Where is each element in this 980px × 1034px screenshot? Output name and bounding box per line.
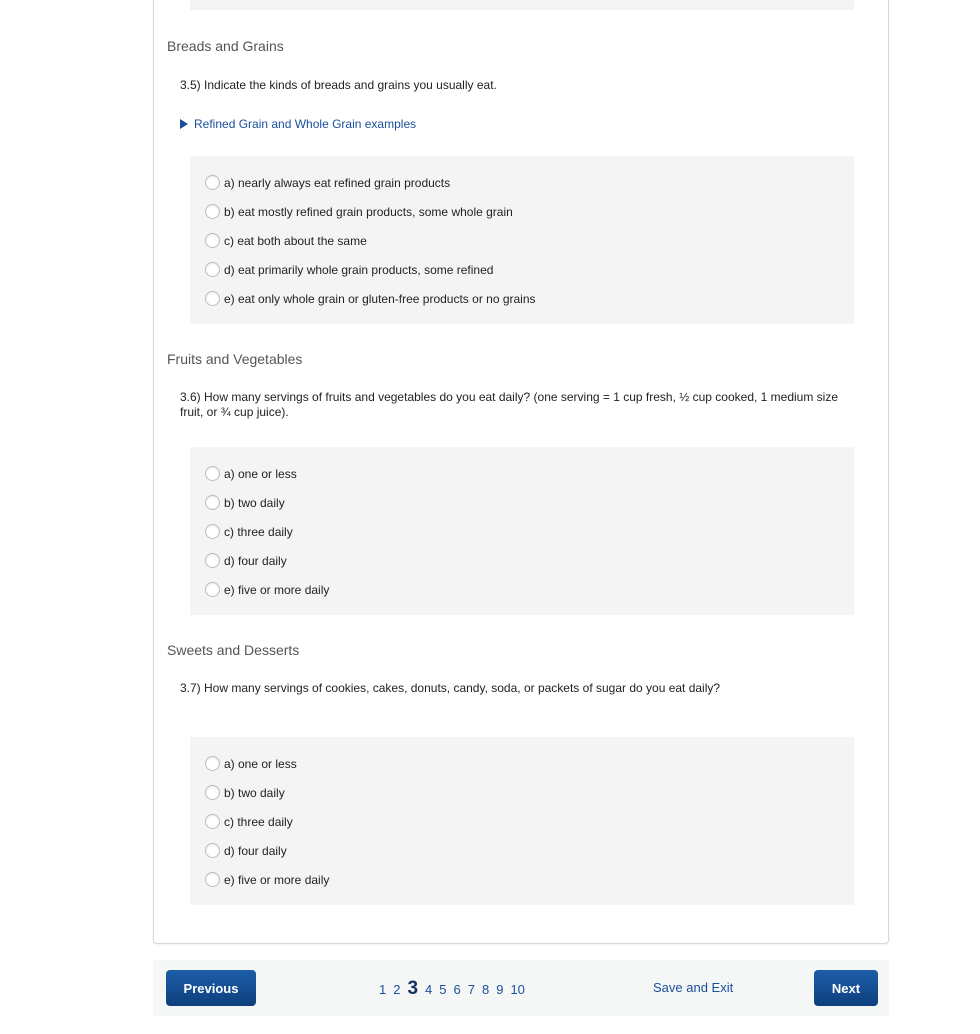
option-label: b) two daily bbox=[224, 785, 285, 800]
section-title-fruits-vegetables: Fruits and Vegetables bbox=[167, 351, 303, 367]
radio-button[interactable] bbox=[205, 814, 220, 829]
radio-button[interactable] bbox=[205, 175, 220, 190]
radio-button[interactable] bbox=[205, 233, 220, 248]
expand-triangle-icon bbox=[180, 119, 188, 129]
options-group-3-5 bbox=[190, 156, 854, 324]
survey-footer bbox=[153, 960, 889, 1016]
page-link-8[interactable]: 8 bbox=[481, 982, 490, 997]
radio-button[interactable] bbox=[205, 524, 220, 539]
page-link-current: 3 bbox=[407, 978, 419, 999]
option-3-6-e[interactable] bbox=[205, 575, 854, 604]
page-link-1[interactable]: 1 bbox=[379, 982, 387, 997]
pagination bbox=[379, 978, 525, 1000]
option-3-7-b[interactable] bbox=[205, 778, 854, 807]
section-title-sweets-desserts: Sweets and Desserts bbox=[167, 642, 300, 658]
page-link-9[interactable]: 9 bbox=[496, 982, 504, 997]
save-and-exit-link[interactable]: Save and Exit bbox=[653, 980, 734, 995]
radio-button[interactable] bbox=[205, 291, 220, 306]
options-group-3-7 bbox=[190, 737, 854, 905]
option-label: b) eat mostly refined grain products, some whole grain bbox=[224, 204, 513, 219]
option-label: d) four daily bbox=[224, 843, 287, 858]
option-label: a) one or less bbox=[224, 466, 297, 481]
question-3-6: 3.6) How many servings of fruits and vegetables do you eat daily? (one serving = 1 cup fresh, ½ cup cooked, 1 medium size fruit, or ¾ cup juice). bbox=[180, 390, 839, 419]
option-3-7-c[interactable] bbox=[205, 807, 854, 836]
radio-button[interactable] bbox=[205, 204, 220, 219]
radio-button[interactable] bbox=[205, 466, 220, 481]
option-3-5-d[interactable] bbox=[205, 255, 854, 284]
option-label: a) one or less bbox=[224, 756, 297, 771]
option-label: d) four daily bbox=[224, 553, 287, 568]
option-label: e) five or more daily bbox=[224, 872, 330, 887]
option-3-5-b[interactable] bbox=[205, 197, 854, 226]
grain-examples-link-label: Refined Grain and Whole Grain examples bbox=[194, 117, 417, 131]
option-label: c) three daily bbox=[224, 524, 293, 539]
page-link-7[interactable]: 7 bbox=[467, 982, 475, 997]
option-3-6-d[interactable] bbox=[205, 546, 854, 575]
option-3-5-a[interactable] bbox=[205, 168, 854, 197]
option-label: e) five or more daily bbox=[224, 582, 330, 597]
option-label: e) eat only whole grain or gluten-free products or no grains bbox=[224, 291, 536, 306]
section-title-breads-grains: Breads and Grains bbox=[167, 38, 284, 54]
page-link-6[interactable]: 6 bbox=[453, 982, 461, 997]
radio-button[interactable] bbox=[205, 553, 220, 568]
radio-button[interactable] bbox=[205, 756, 220, 771]
option-3-7-a[interactable] bbox=[205, 749, 854, 778]
option-3-6-b[interactable] bbox=[205, 488, 854, 517]
option-3-7-e[interactable] bbox=[205, 865, 854, 894]
option-label: a) nearly always eat refined grain products bbox=[224, 175, 451, 190]
option-3-7-d[interactable] bbox=[205, 836, 854, 865]
previous-question-options-box bbox=[190, 0, 854, 10]
grain-examples-link[interactable] bbox=[180, 117, 416, 131]
options-group-3-6 bbox=[190, 447, 854, 615]
page-link-10[interactable]: 10 bbox=[510, 982, 525, 997]
radio-button[interactable] bbox=[205, 262, 220, 277]
option-3-6-c[interactable] bbox=[205, 517, 854, 546]
radio-button[interactable] bbox=[205, 872, 220, 887]
option-label: b) two daily bbox=[224, 495, 285, 510]
option-label: c) three daily bbox=[224, 814, 293, 829]
radio-button[interactable] bbox=[205, 582, 220, 597]
radio-button[interactable] bbox=[205, 495, 220, 510]
previous-button[interactable]: Previous bbox=[166, 970, 256, 1006]
radio-button[interactable] bbox=[205, 785, 220, 800]
option-3-5-e[interactable] bbox=[205, 284, 854, 313]
question-3-5: 3.5) Indicate the kinds of breads and grains you usually eat. bbox=[180, 78, 497, 92]
question-3-7: 3.7) How many servings of cookies, cakes, donuts, candy, soda, or packets of sugar do you eat daily? bbox=[180, 681, 721, 695]
page-link-2[interactable]: 2 bbox=[393, 982, 401, 997]
option-label: c) eat both about the same bbox=[224, 233, 367, 248]
next-button[interactable]: Next bbox=[814, 970, 878, 1006]
option-3-6-a[interactable] bbox=[205, 459, 854, 488]
option-label: d) eat primarily whole grain products, some refined bbox=[224, 262, 494, 277]
page-link-5[interactable]: 5 bbox=[439, 982, 447, 997]
page-link-4[interactable]: 4 bbox=[425, 982, 433, 997]
radio-button[interactable] bbox=[205, 843, 220, 858]
option-3-5-c[interactable] bbox=[205, 226, 854, 255]
